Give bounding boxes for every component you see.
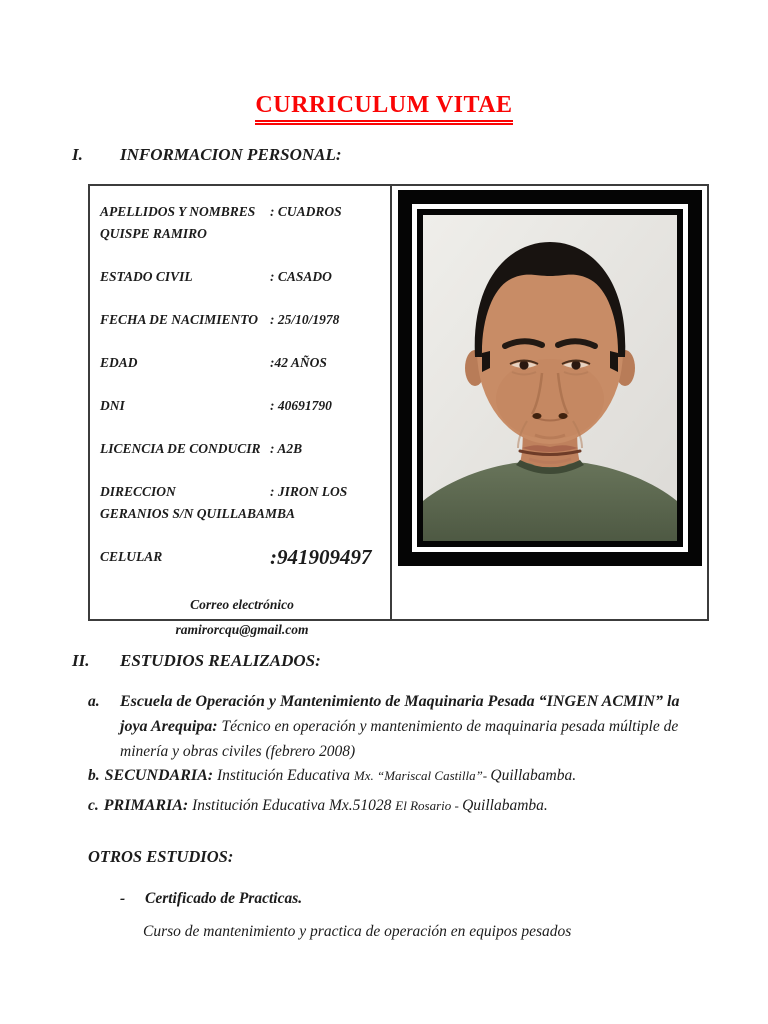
personal-info-cell	[90, 186, 392, 637]
estudios-item-normal: Institución Educativa	[213, 767, 354, 784]
field-value: : 25/10/1978	[270, 312, 340, 327]
estudios-item-bold: SECUNDARIA:	[104, 767, 214, 784]
photo-frame-outer	[398, 190, 702, 566]
info-row-fecha-nacimiento	[100, 309, 384, 331]
field-value-continuation: GERANIOS S/N QUILLABAMBA	[100, 506, 296, 521]
info-row-edad	[100, 352, 384, 374]
field-label: LICENCIA DE CONDUCIR	[100, 441, 261, 456]
otros-item-detail: Curso de mantenimiento y practica de operación en equipos pesados	[143, 923, 572, 940]
field-value: : A2B	[270, 441, 303, 456]
list-dash-marker: -	[120, 890, 126, 907]
photo-cell	[392, 186, 707, 619]
field-label: ESTADO CIVIL	[100, 269, 193, 284]
field-value: : 40691790	[270, 398, 332, 413]
list-marker: c.	[88, 797, 99, 814]
estudios-item-small: Mx. “Mariscal Castilla”-	[353, 768, 491, 783]
document-title: CURRICULUM VITAE	[255, 92, 512, 122]
info-row-estado-civil	[100, 266, 384, 288]
field-label: APELLIDOS Y NOMBRES	[100, 204, 256, 219]
otros-estudios-heading: OTROS ESTUDIOS:	[88, 847, 234, 866]
field-label: DIRECCION	[100, 484, 176, 499]
section-personal-heading	[72, 145, 342, 165]
info-row-direccion	[100, 481, 384, 525]
field-value-phone: :941909497	[270, 545, 372, 569]
estudios-item-tail: Quillabamba.	[462, 797, 548, 814]
photo-frame-inner	[417, 209, 683, 547]
field-value-continuation: QUISPE RAMIRO	[100, 226, 207, 241]
estudios-item-c	[88, 794, 708, 818]
section-heading-label: ESTUDIOS REALIZADOS:	[120, 651, 321, 670]
estudios-item-tail: Quillabamba.	[490, 767, 577, 784]
email-address: ramirorcqu@gmail.com	[175, 622, 309, 637]
email-block	[100, 592, 384, 642]
email-label: Correo electrónico	[190, 597, 294, 612]
info-row-celular	[100, 546, 384, 571]
photo-frame-mat	[412, 204, 688, 552]
list-marker: a.	[88, 693, 100, 710]
field-label: CELULAR	[100, 549, 163, 564]
estudios-item-bold: Escuela de Operación y Mantenimiento de Maquinaria Pesada “INGEN ACMIN” la joya Arequipa:	[120, 693, 680, 735]
field-value: : CASADO	[270, 269, 332, 284]
estudios-item-bold: PRIMARIA:	[103, 797, 189, 814]
field-value: : CUADROS	[270, 204, 342, 219]
personal-info-table	[88, 184, 709, 637]
portrait-photo	[423, 215, 677, 541]
section-numeral: II.	[72, 651, 90, 670]
estudios-item-normal: Técnico en operación y mantenimiento de maquinaria pesada múltiple de minería y obras civiles (febrero 2008)	[120, 718, 679, 760]
estudios-item-a	[88, 689, 680, 764]
otros-item-title: Certificado de Practicas.	[145, 890, 303, 907]
field-value: :42 AÑOS	[270, 355, 327, 370]
estudios-item-normal: Institución Educativa Mx.51028	[188, 797, 396, 814]
field-value: : JIRON LOS	[270, 484, 348, 499]
estudios-item-b	[88, 764, 708, 788]
section-heading-label: INFORMACION PERSONAL:	[120, 145, 342, 164]
field-label: DNI	[100, 398, 125, 413]
estudios-item-small: El Rosario -	[395, 798, 463, 813]
section-estudios-heading	[72, 651, 321, 671]
otros-item-certificado	[120, 890, 302, 908]
field-label: FECHA DE NACIMIENTO	[100, 312, 259, 327]
field-label: EDAD	[100, 355, 138, 370]
document-title-row	[0, 92, 768, 122]
list-marker: b.	[88, 767, 100, 784]
info-row-dni	[100, 395, 384, 417]
info-row-licencia	[100, 438, 384, 460]
estudios-item-text	[120, 689, 680, 764]
info-row-apellidos	[100, 201, 384, 245]
section-numeral: I.	[72, 145, 83, 164]
